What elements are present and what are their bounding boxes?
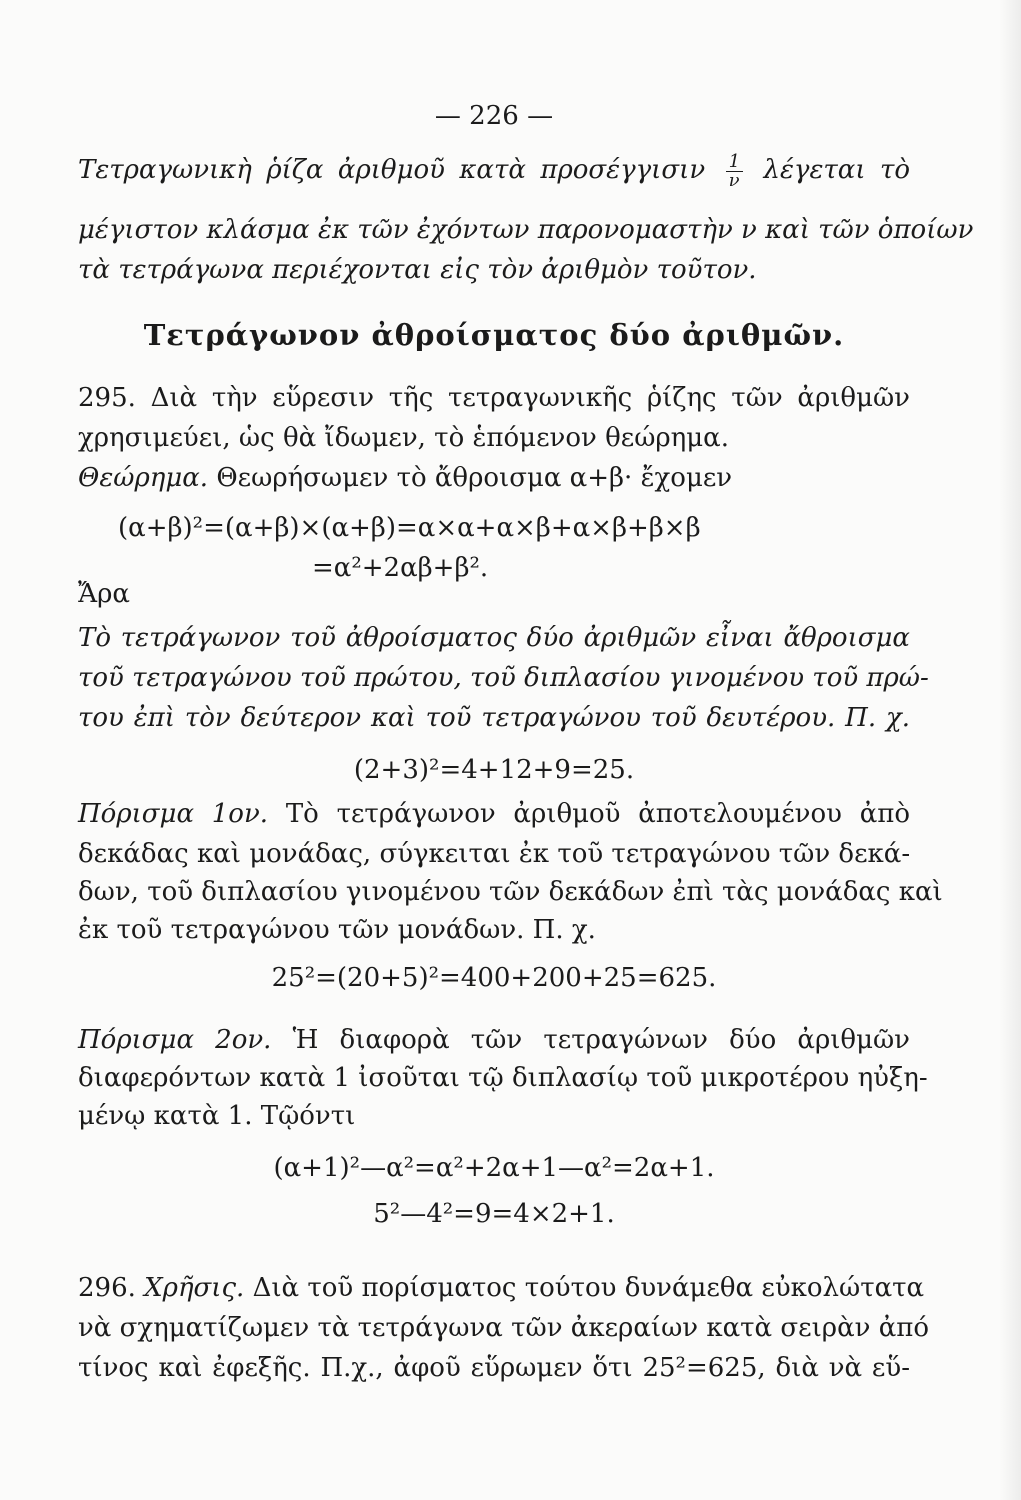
corollary-1-line-3: δων, τοῦ διπλασίου γινομένου τῶν δεκάδων ἐπὶ τὰς μονάδας καὶ: [78, 877, 943, 907]
corollary-2-example: 5²—4²=9=4×2+1.: [373, 1199, 615, 1229]
para-296-number: 296.: [78, 1273, 136, 1303]
corollary-2-line-1: [78, 1020, 910, 1060]
para-295-line-3: [78, 458, 910, 498]
corollary-1-text: Τὸ τετράγωνον ἀριθμοῦ ἀποτελουμένου ἀπὸ: [285, 799, 910, 829]
intro-line-1: [78, 150, 910, 190]
intro-line-3: τὰ τετράγωνα περιέχονται εἰς τὸν ἀριθμὸν τοῦτον.: [78, 255, 757, 285]
theorem-line-1: Τὸ τετράγωνον τοῦ ἀθροίσματος δύο ἀριθμῶν εἶναι ἄθροισμα: [78, 623, 910, 653]
corollary-1-line-4: ἐκ τοῦ τετραγώνου τῶν μονάδων. Π. χ.: [78, 915, 596, 945]
corollary-2-line-3: μένῳ κατὰ 1. Τῷόντι: [78, 1101, 356, 1131]
corollary-2-line-2: διαφερόντων κατὰ 1 ἰσοῦται τῷ διπλασίῳ τοῦ μικροτέρου ηὐξη-: [78, 1063, 928, 1093]
intro-text-a: Τετραγωνικὴ ῥίζα ἀριθμοῦ κατὰ προσέγγισιν: [78, 155, 706, 185]
para-296-line-2: νὰ σχηματίζωμεν τὰ τετράγωνα τῶν ἀκεραίων κατὰ σειρὰν ἀπό: [78, 1313, 930, 1343]
section-heading: Τετράγωνον ἀθροίσματος δύο ἀριθμῶν.: [143, 318, 845, 352]
equation-expansion: (α+β)²=(α+β)×(α+β)=α×α+α×β+α×β+β×β: [118, 513, 701, 543]
corollary-1-example: 25²=(20+5)²=400+200+25=625.: [271, 963, 717, 993]
equation-result: =α²+2αβ+β².: [312, 553, 489, 583]
theorem-line-3: του ἐπὶ τὸν δεύτερον καὶ τοῦ τετραγώνου τοῦ δευτέρου. Π. χ.: [78, 703, 910, 733]
intro-text-b: λέγεται τὸ: [763, 155, 911, 185]
para-296-text: Διὰ τοῦ πορίσματος τούτου δυνάμεθα εὐκολώτατα: [252, 1273, 925, 1303]
corollary-1-line-1: [78, 794, 910, 834]
fraction-one-over-nu: [726, 150, 743, 191]
fraction-denominator: ν: [728, 169, 740, 191]
para-296-line-1: [78, 1268, 925, 1308]
corollary-1-label: Πόρισμα 1ον.: [78, 799, 269, 829]
ara-word: Ἄρα: [78, 579, 130, 609]
theorem-label: Θεώρημα.: [78, 463, 209, 493]
theorem-intro-text: Θεωρήσωμεν τὸ ἄθροισμα α+β· ἔχομεν: [216, 463, 733, 493]
corollary-2-text: Ἡ διαφορὰ τῶν τετραγώνων δύο ἀριθμῶν: [292, 1025, 910, 1055]
intro-line-2: μέγιστον κλάσμα ἐκ τῶν ἐχόντων παρονομαστὴν ν καὶ τῶν ὁποίων: [78, 215, 974, 245]
theorem-line-2: τοῦ τετραγώνου τοῦ πρώτου, τοῦ διπλασίου γινομένου τοῦ πρώ-: [78, 663, 929, 693]
corollary-2-label: Πόρισμα 2ον.: [78, 1025, 272, 1055]
page-number: — 226 —: [434, 101, 554, 131]
fraction-numerator: 1: [726, 153, 743, 172]
theorem-example: (2+3)²=4+12+9=25.: [353, 755, 635, 785]
para-296-label: Χρῆσις.: [144, 1273, 245, 1303]
corollary-2-equation: (α+1)²—α²=α²+2α+1—α²=2α+1.: [273, 1153, 715, 1183]
corollary-1-line-2: δεκάδας καὶ μονάδας, σύγκειται ἐκ τοῦ τετραγώνου τῶν δεκά-: [78, 839, 911, 869]
para-295-line-1: 295. Διὰ τὴν εὕρεσιν τῆς τετραγωνικῆς ῥίζης τῶν ἀριθμῶν: [78, 383, 910, 413]
para-295-line-2: χρησιμεύει, ὡς θὰ ἴδωμεν, τὸ ἑπόμενον θεώρημα.: [78, 423, 729, 453]
para-296-line-3: τίνος καὶ ἐφεξῆς. Π.χ., ἀφοῦ εὕρωμεν ὅτι 25²=625, διὰ νὰ εὕ-: [78, 1353, 910, 1383]
